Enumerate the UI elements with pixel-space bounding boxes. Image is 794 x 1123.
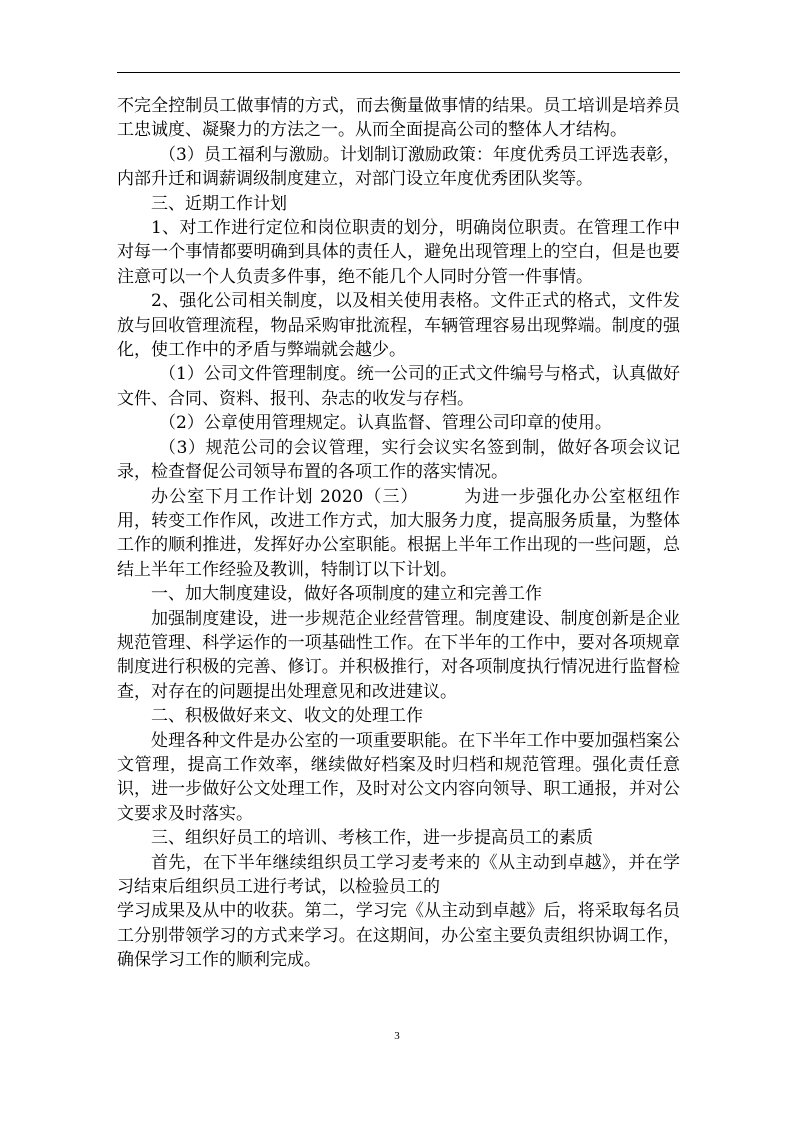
paragraph: 学习成果及从中的收获。第二，学习完《从主动到卓越》后，将采取每名员工分别带领学习的方式来学习。在这期间，办公室主要负责组织协调工作，确保学习工作的顺利完成。 [117,901,680,971]
paragraph: 处理各种文件是办公室的一项重要职能。在下半年工作中要加强档案公文管理，提高工作效率，继续做好档案及时归档和规范管理。强化责任意识，进一步做好公文处理工作，及时对公文内容向领导、职工通报，并对公文要求及时落实。 [117,730,680,824]
section-heading: 一、加大制度建设，做好各项制度的建立和完善工作 [151,584,542,605]
paragraph: （2）公章使用管理规定。认真监督、管理公司印章的使用。 [159,413,612,434]
section-heading: 三、近期工作计划 [151,193,287,214]
section-heading: 三、组织好员工的培训、考核工作，进一步提高员工的素质 [151,828,593,849]
document-body [117,94,680,973]
header-rule [117,72,680,73]
paragraph: 加强制度建设，进一步规范企业经营管理。制度建设、制度创新是企业规范管理、科学运作的一项基础性工作。在下半年的工作中，要对各项规章制度进行积极的完善、修订。并积极推行，对各项制度执行情况进行监督检查，对存在的问题提出处理意见和改进建议。 [117,608,680,702]
paragraph: 不完全控制员工做事情的方式，而去衡量做事情的结果。员工培训是培养员工忠诚度、凝聚力的方法之一。从而全面提高公司的整体人才结构。 [117,96,680,141]
paragraph: （1）公司文件管理制度。统一公司的正式文件编号与格式，认真做好文件、合同、资料、报刊、杂志的收发与存档。 [117,364,680,409]
paragraph: 2、强化公司相关制度，以及相关使用表格。文件正式的格式，文件发放与回收管理流程，物品采购审批流程，车辆管理容易出现弊端。制度的强化，使工作中的矛盾与弊端就会越少。 [117,291,680,361]
page-number: 3 [394,1030,400,1042]
paragraph: （3）规范公司的会议管理，实行会议实名签到制，做好各项会议记录，检查督促公司领导布置的各项工作的落实情况。 [117,437,680,483]
paragraph: （3）员工福利与激励。计划制订激励政策：年度优秀员工评选表彰，内部升迁和调薪调级制度建立，对部门设立年度优秀团队奖等。 [117,144,680,190]
section-heading: 二、积极做好来文、收文的处理工作 [151,706,423,727]
paragraph: 1、对工作进行定位和岗位职责的划分，明确岗位职责。在管理工作中对每一个事情都要明确到具体的责任人，避免出现管理上的空白，但是也要注意可以一个人负责多件事，绝不能几个人同时分管一件事情。 [117,218,680,287]
paragraph: 办公室下月工作计划 2020（三） 为进一步强化办公室枢纽作用，转变工作作风，改进工作方式，加大服务力度，提高服务质量，为整体工作的顺利推进，发挥好办公室职能。根据上半年工作出现的一些问题，总结上半年工作经验及教训，特制订以下计划。 [117,486,680,580]
paragraph: 首先，在下半年继续组织员工学习麦考来的《从主动到卓越》，并在学习结束后组织员工进行考试，以检验员工的 [117,852,680,897]
